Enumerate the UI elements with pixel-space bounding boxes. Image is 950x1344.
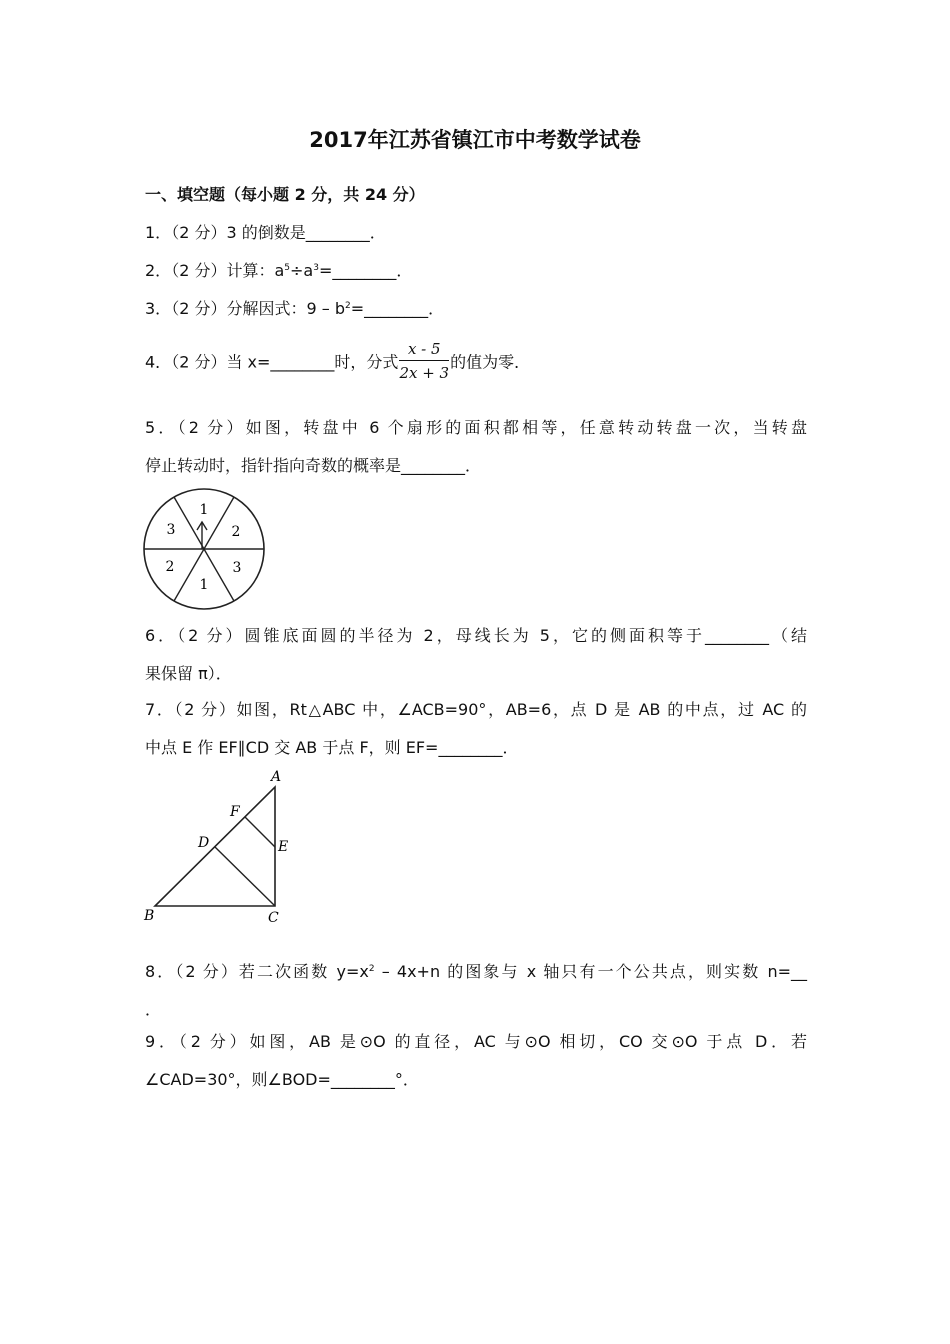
question-line	[145, 617, 807, 655]
sector-label: 2	[231, 524, 241, 540]
question-number: 5．	[145, 418, 178, 437]
question-number: 3．	[145, 299, 172, 318]
question-text-pre: 若二次函数 y=x	[238, 962, 369, 981]
question-score: （2 分）	[171, 299, 227, 318]
question-line	[145, 1023, 807, 1061]
vertex-label-b: B	[144, 908, 155, 924]
sector-label: 1	[199, 577, 209, 593]
question-text-pre: 分解因式：9 – b	[226, 299, 345, 318]
segment-cd	[215, 847, 275, 906]
question-5	[145, 409, 807, 485]
question-text: 圆锥底面圆的半径为 2，母线长为 5，它的侧面积等于________（结	[244, 626, 807, 645]
question-line	[145, 691, 807, 729]
question-text-pre: 当 x=________时，分式	[226, 352, 399, 372]
vertex-label-a: A	[271, 769, 282, 785]
segment-ef	[245, 817, 275, 847]
question-text-mid: ÷a	[290, 261, 314, 280]
question-line: 中点 E 作 EF∥CD 交 AB 于点 F，则 EF=________．	[145, 738, 519, 757]
exponent: 3	[313, 263, 319, 273]
question-score: （2 分）	[178, 1032, 250, 1051]
triangle-figure	[140, 765, 300, 927]
question-score: （2 分）	[171, 352, 227, 372]
spinner-figure	[141, 486, 267, 612]
question-text-post: 的值为零．	[450, 352, 531, 372]
question-text: 3 的倒数是________．	[226, 223, 386, 242]
question-number: 4．	[145, 352, 172, 372]
question-text-post: =________．	[350, 299, 445, 318]
vertex-label-c: C	[268, 910, 279, 926]
question-score: （2 分）	[171, 223, 227, 242]
sector-label: 3	[232, 560, 242, 576]
sector-label: 1	[199, 502, 209, 518]
question-number: 2．	[145, 261, 172, 280]
question-number: 8．	[145, 962, 176, 981]
fraction-numerator: x - 5	[399, 340, 449, 361]
question-line: 停止转动时，指针指向奇数的概率是________．	[145, 456, 482, 475]
point-label-d: D	[198, 835, 210, 851]
question-1	[145, 220, 386, 243]
question-number: 1．	[145, 223, 172, 242]
question-4	[145, 340, 530, 382]
question-2	[145, 258, 412, 281]
question-7	[145, 691, 807, 767]
question-text-post: – 4x+n 的图象与 x 轴只有一个公共点，则实数 n=__	[374, 962, 807, 981]
fraction	[399, 340, 449, 382]
question-line	[145, 409, 807, 447]
exponent: 5	[284, 263, 291, 273]
exponent: 2	[368, 964, 375, 974]
question-text: 如图，转盘中 6 个扇形的面积都相等，任意转动转盘一次，当转盘	[245, 418, 807, 437]
question-9	[145, 1023, 807, 1099]
question-score: （2 分）	[171, 261, 227, 280]
exponent: 2	[344, 301, 351, 311]
point-label-e: E	[278, 839, 289, 855]
question-text: 如图，AB 是⊙O 的直径，AC 与⊙O 相切，CO 交⊙O 于点 D．若	[249, 1032, 807, 1051]
question-3	[145, 296, 444, 319]
section-heading: 一、填空题（每小题 2 分，共 24 分）	[145, 185, 425, 204]
question-number: 9．	[145, 1032, 179, 1051]
question-8	[145, 950, 807, 1029]
question-score: （2 分）	[177, 418, 246, 437]
sector-label: 3	[166, 522, 176, 538]
question-6	[145, 617, 807, 693]
question-score: （2 分）	[175, 962, 239, 981]
question-score: （2 分）	[177, 626, 245, 645]
sector-label: 2	[165, 559, 175, 575]
question-number: 6．	[145, 626, 178, 645]
question-score: （2 分）	[174, 700, 237, 719]
question-text: 如图，Rt△ABC 中，∠ACB=90°，AB=6，点 D 是 AB 的中点，过 AC 的	[236, 700, 807, 719]
question-text-post: =________．	[318, 261, 413, 280]
page-title: 2017年江苏省镇江市中考数学试卷	[309, 128, 641, 152]
question-line: ∠CAD=30°，则∠BOD=________°．	[145, 1070, 419, 1089]
question-line: 果保留 π）．	[145, 664, 232, 683]
question-text-pre: 计算：a	[226, 261, 285, 280]
point-label-f: F	[230, 804, 240, 820]
fraction-denominator: 2x + 3	[399, 364, 450, 382]
question-line	[145, 950, 807, 991]
question-line: ．	[145, 1000, 162, 1019]
question-number: 7．	[145, 700, 175, 719]
